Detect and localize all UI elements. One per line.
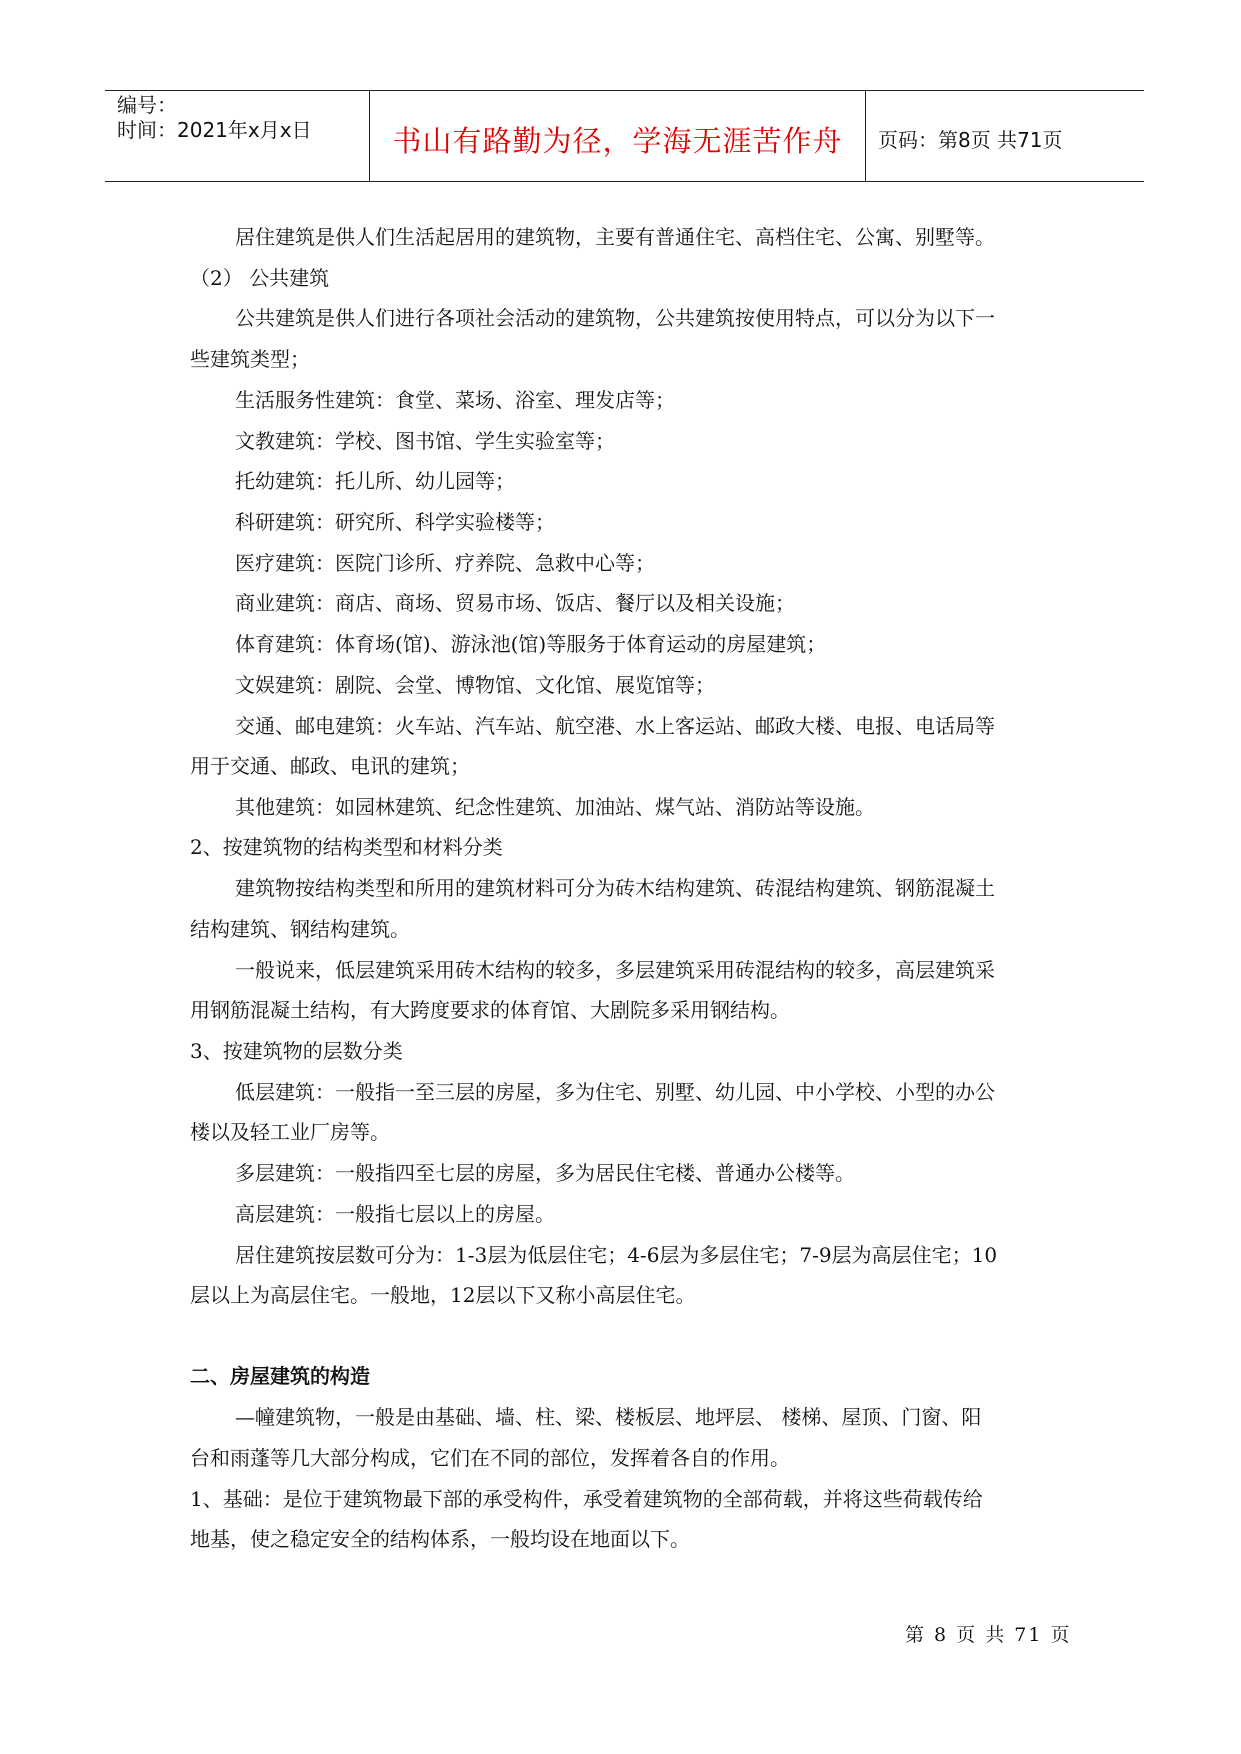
- list-item: 文娱建筑：剧院、会堂、博物馆、文化馆、展览馆等；: [235, 673, 715, 697]
- section-heading: 2、按建筑物的结构类型和材料分类: [190, 835, 503, 859]
- section-heading: 3、按建筑物的层数分类: [190, 1039, 403, 1063]
- header-page-cell: [866, 91, 1144, 181]
- paragraph-line: 结构建筑、钢结构建筑。: [190, 917, 410, 941]
- paragraph-line: 建筑物按结构类型和所用的建筑材料可分为砖木结构建筑、砖混结构建筑、钢筋混凝土: [235, 876, 995, 900]
- header-motto-cell: [370, 91, 866, 181]
- paragraph-line: 居住建筑是供人们生活起居用的建筑物，主要有普通住宅、高档住宅、公寓、别墅等。: [235, 225, 995, 249]
- list-item: 科研建筑：研究所、科学实验楼等；: [235, 510, 555, 534]
- paragraph-line: 公共建筑是供人们进行各项社会活动的建筑物，公共建筑按使用特点，可以分为以下一: [235, 306, 995, 330]
- list-item: 医疗建筑：医院门诊所、疗养院、急救中心等；: [235, 551, 655, 575]
- paragraph-line: 居住建筑按层数可分为：1-3层为低层住宅；4-6层为多层住宅；7-9层为高层住宅；10: [235, 1243, 998, 1267]
- paragraph-line: 一般说来，低层建筑采用砖木结构的较多，多层建筑采用砖混结构的较多，高层建筑采: [235, 958, 995, 982]
- header-left-cell: [105, 91, 370, 181]
- paragraph-line: —幢建筑物，一般是由基础、墙、柱、梁、楼板层、地坪层、 楼梯、屋顶、门窗、阳: [235, 1405, 982, 1429]
- paragraph-line: 楼以及轻工业厂房等。: [190, 1120, 390, 1144]
- list-item: 生活服务性建筑：食堂、菜场、浴室、理发店等；: [235, 388, 675, 412]
- paragraph-line: 些建筑类型；: [190, 347, 310, 371]
- subsection-heading: （2） 公共建筑: [190, 266, 330, 290]
- list-item: 托幼建筑：托儿所、幼儿园等；: [235, 469, 515, 493]
- list-item: 交通、邮电建筑：火车站、汽车站、航空港、水上客运站、邮政大楼、电报、电话局等: [235, 714, 995, 738]
- list-item: 体育建筑：体育场(馆)、游泳池(馆)等服务于体育运动的房屋建筑；: [235, 632, 827, 656]
- paragraph-line: 高层建筑：一般指七层以上的房屋。: [235, 1202, 555, 1226]
- paragraph-line: 台和雨蓬等几大部分构成，它们在不同的部位，发挥着各自的作用。: [190, 1446, 790, 1470]
- header-page-info: 页码：第8页 共71页: [878, 128, 1063, 152]
- list-item: 文教建筑：学校、图书馆、学生实验室等；: [235, 429, 615, 453]
- paragraph-line: 多层建筑：一般指四至七层的房屋，多为居民住宅楼、普通办公楼等。: [235, 1161, 855, 1185]
- paragraph-line: 层以上为高层住宅。一般地，12层以下又称小高层住宅。: [190, 1283, 696, 1307]
- header-motto: 书山有路勤为径，学海无涯苦作舟: [392, 124, 843, 158]
- list-item-continuation: 用于交通、邮政、电讯的建筑；: [190, 754, 470, 778]
- paragraph-line: 地基，使之稳定安全的结构体系，一般均设在地面以下。: [190, 1527, 690, 1551]
- list-item: 商业建筑：商店、商场、贸易市场、饭店、餐厅以及相关设施；: [235, 591, 795, 615]
- chapter-heading: 二、房屋建筑的构造: [190, 1364, 370, 1388]
- paragraph-line: 用钢筋混凝土结构，有大跨度要求的体育馆、大剧院多采用钢结构。: [190, 998, 790, 1022]
- document-number-label: 编号：: [117, 93, 177, 117]
- page-footer: 第 8 页 共 71 页: [905, 1624, 1072, 1646]
- list-item: 其他建筑：如园林建筑、纪念性建筑、加油站、煤气站、消防站等设施。: [235, 795, 875, 819]
- paragraph-line: 低层建筑：一般指一至三层的房屋，多为住宅、别墅、幼儿园、中小学校、小型的办公: [235, 1080, 995, 1104]
- paragraph-line: 1、基础：是位于建筑物最下部的承受构件，承受着建筑物的全部荷载，并将这些荷载传给: [190, 1487, 983, 1511]
- page-header: [105, 90, 1144, 182]
- document-time-label: 时间：2021年x月x日: [117, 118, 312, 142]
